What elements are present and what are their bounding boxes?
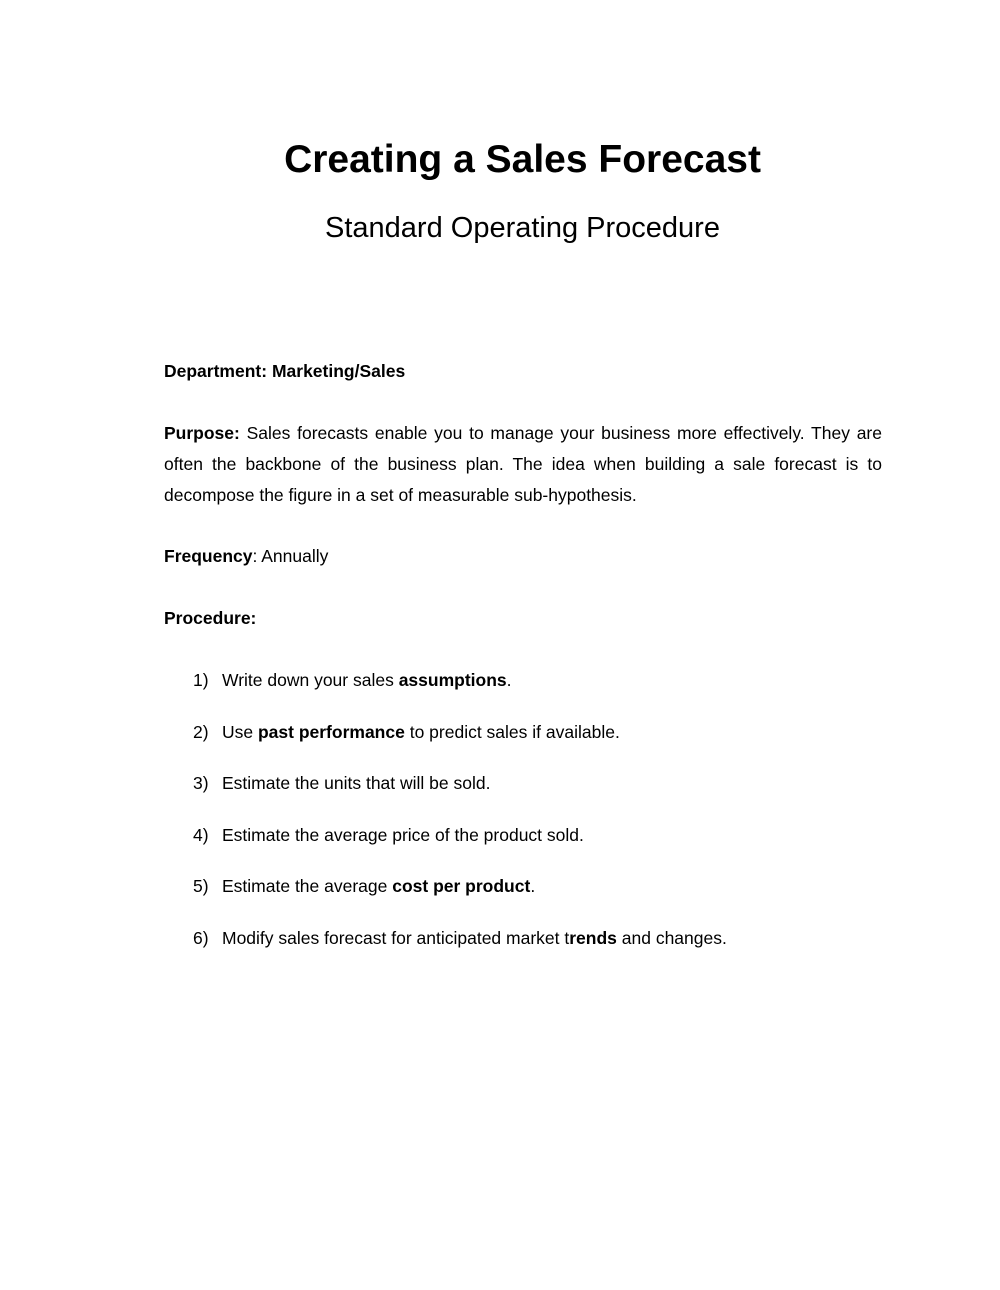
purpose-paragraph — [164, 418, 882, 511]
department-line — [164, 356, 882, 387]
department-value: Marketing/Sales — [271, 361, 406, 381]
step-number: 3) — [193, 773, 209, 793]
frequency-line — [164, 541, 882, 572]
document-title: Creating a Sales Forecast — [284, 138, 761, 181]
step-number: 2) — [193, 721, 209, 742]
frequency-value: : Annually — [252, 546, 329, 566]
procedure-step — [164, 923, 882, 954]
purpose-label: Purpose: — [164, 423, 240, 443]
step-emphasis: past performance — [257, 721, 405, 742]
step-number: 6) — [193, 927, 209, 948]
step-number: 4) — [193, 824, 209, 845]
procedure-step — [164, 717, 882, 748]
step-text: Estimate the average price of the product sold. — [222, 824, 584, 845]
step-text: Estimate the average — [222, 876, 393, 896]
frequency-label: Frequency — [164, 546, 253, 566]
step-text-end: . — [506, 670, 512, 690]
step-text: Modify sales forecast for anticipated market t — [222, 927, 570, 948]
step-text: Estimate the units that will be sold. — [222, 773, 491, 793]
step-emphasis: rends — [569, 927, 617, 948]
step-text: Use — [222, 721, 258, 742]
procedure-step — [164, 871, 882, 902]
procedure-step — [164, 820, 882, 851]
step-text-end: . — [530, 876, 536, 896]
step-emphasis: cost per product — [392, 876, 531, 896]
procedure-heading: Procedure: — [164, 608, 257, 628]
step-text: Write down your sales — [222, 670, 399, 690]
procedure-step — [164, 768, 882, 799]
procedure-step — [164, 665, 882, 696]
purpose-text: Sales forecasts enable you to manage your business more effectively. They are often the backbone of the business plan. The idea when building a sale forecast is to decompose the figure in a set of measurable sub-hypothesis. — [164, 423, 882, 505]
step-number: 5) — [193, 876, 209, 896]
department-label: Department: — [164, 361, 268, 381]
document-subtitle: Standard Operating Procedure — [325, 212, 720, 244]
step-text-end: and changes. — [616, 927, 727, 948]
procedure-steps-list — [164, 665, 882, 974]
step-number: 1) — [193, 670, 209, 690]
step-text-end: to predict sales if available. — [404, 721, 620, 742]
step-emphasis: assumptions — [398, 670, 507, 690]
